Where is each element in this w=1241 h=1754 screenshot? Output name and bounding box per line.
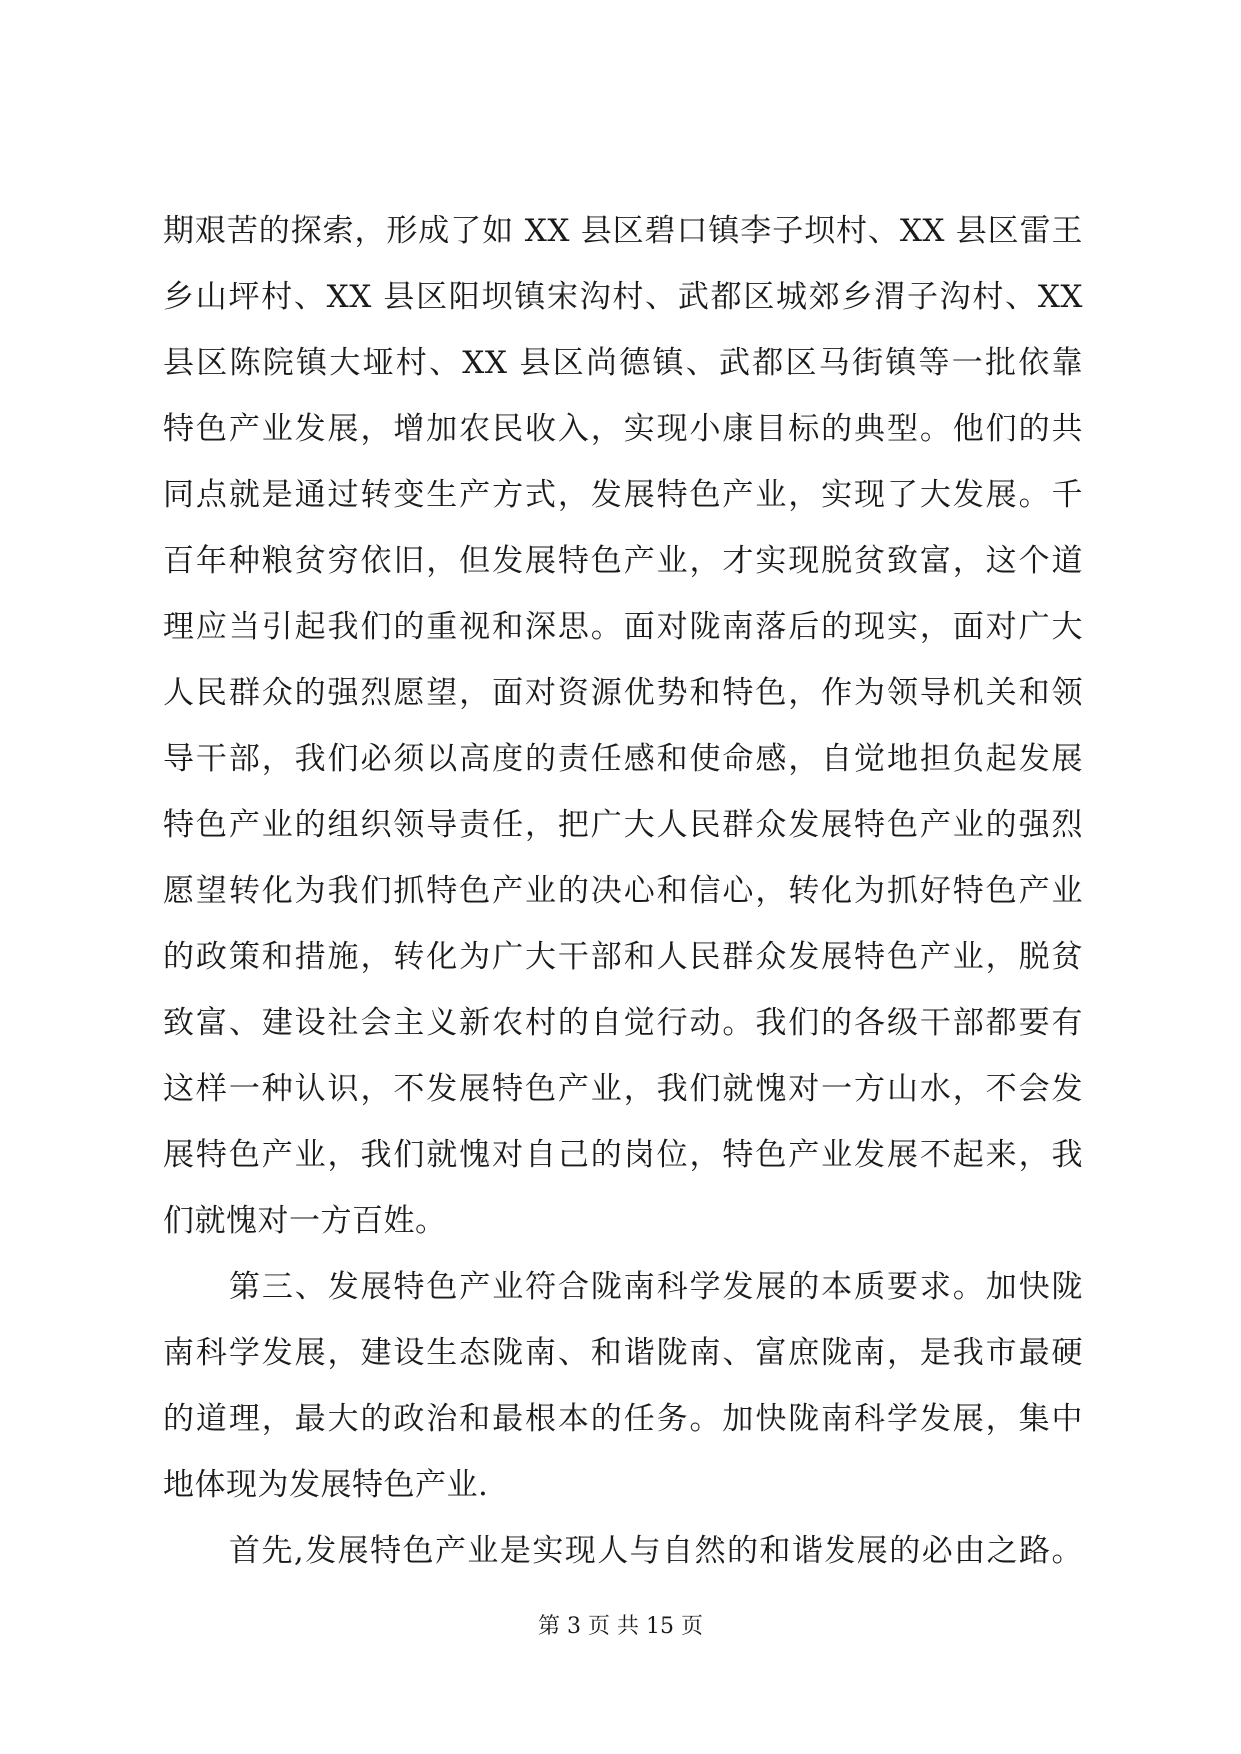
text-line: 愿望转化为我们抓特色产业的决心和信心，转化为抓好特色产业	[163, 873, 1083, 909]
text-line: 特色产业发展，增加农民收入，实现小康目标的典型。他们的共	[163, 411, 1083, 447]
text-line: 乡山坪村、XX 县区阳坝镇宋沟村、武都区城郊乡渭子沟村、XX	[163, 279, 1083, 315]
text-line: 的道理，最大的政治和最根本的任务。加快陇南科学发展，集中	[163, 1401, 1083, 1437]
page-footer: 第 3 页 共 15 页	[538, 1614, 703, 1639]
paragraph-first-line: 首先,发展特色产业是实现人与自然的和谐发展的必由之路。	[229, 1533, 1083, 1569]
text-line: 们就愧对一方百姓。	[163, 1203, 447, 1239]
text-line: 这样一种认识，不发展特色产业，我们就愧对一方山水，不会发	[163, 1071, 1083, 1107]
text-line: 县区陈院镇大垭村、XX 县区尚德镇、武都区马街镇等一批依靠	[163, 345, 1083, 381]
text-line: 导干部，我们必须以高度的责任感和使命感，自觉地担负起发展	[163, 741, 1083, 777]
text-line: 致富、建设社会主义新农村的自觉行动。我们的各级干部都要有	[163, 1005, 1083, 1041]
text-line: 的政策和措施，转化为广大干部和人民群众发展特色产业，脱贫	[163, 939, 1083, 975]
text-line: 地体现为发展特色产业.	[163, 1467, 489, 1503]
text-line: 百年种粮贫穷依旧，但发展特色产业，才实现脱贫致富，这个道	[163, 543, 1083, 579]
text-line: 展特色产业，我们就愧对自己的岗位，特色产业发展不起来，我	[163, 1137, 1083, 1173]
text-line: 同点就是通过转变生产方式，发展特色产业，实现了大发展。千	[163, 477, 1083, 513]
text-line: 南科学发展，建设生态陇南、和谐陇南、富庶陇南，是我市最硬	[163, 1335, 1083, 1371]
text-line: 特色产业的组织领导责任，把广大人民群众发展特色产业的强烈	[163, 807, 1083, 843]
text-line: 理应当引起我们的重视和深思。面对陇南落后的现实，面对广大	[163, 609, 1083, 645]
text-line: 人民群众的强烈愿望，面对资源优势和特色，作为领导机关和领	[163, 675, 1083, 711]
text-line: 期艰苦的探索，形成了如 XX 县区碧口镇李子坝村、XX 县区雷王	[163, 213, 1083, 249]
paragraph-first-line: 第三、发展特色产业符合陇南科学发展的本质要求。加快陇	[229, 1269, 1083, 1305]
